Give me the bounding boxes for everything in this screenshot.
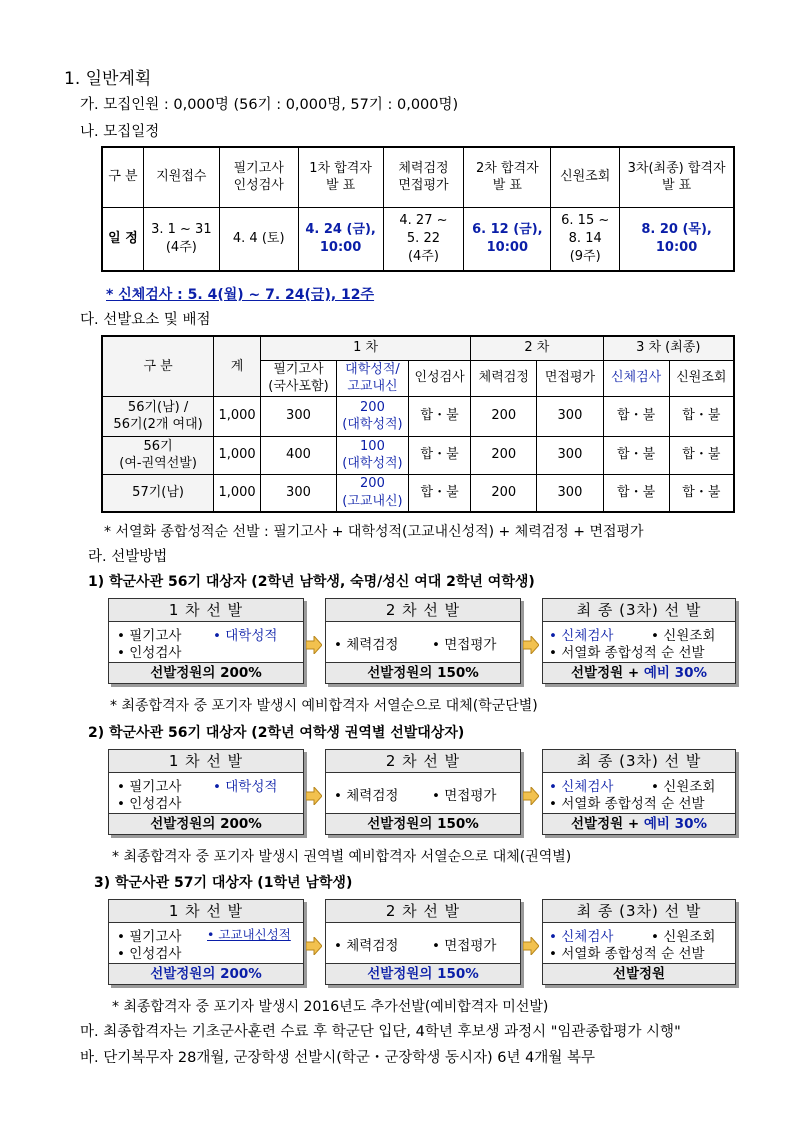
stage2-box [325, 598, 521, 684]
schedule-cell: 8. 20 (목), 10:00 [620, 207, 734, 271]
method-title: 1) 학군사관 56기 대상자 (2학년 남학생, 숙명/성신 여대 2학년 여학생) [88, 574, 535, 590]
stage2-head: 2 차 선 발 [326, 599, 520, 622]
stage1-item: • 고교내신성적 [207, 927, 291, 942]
schedule-header: 2차 합격자 발 표 [464, 147, 551, 207]
schedule-cell: 6. 12 (금), 10:00 [464, 207, 551, 271]
method-note: * 최종합격자 중 포기자 발생시 2016년도 추가선발(예비합격자 미선발) [112, 999, 549, 1015]
stage1-foot: 선발정원의 200% [109, 813, 303, 834]
stage1-head: 1 차 선 발 [109, 599, 303, 622]
scoring-header: 구 분 [102, 336, 214, 396]
scoring-subheader: 인성검사 [408, 360, 470, 396]
scoring-subheader: 대학성적/ 고교내신 [336, 360, 408, 396]
stage1-foot: 선발정원의 200% [109, 662, 303, 683]
schedule-table [101, 146, 735, 272]
scoring-heading: 다. 선발요소 및 배점 [80, 312, 211, 328]
scoring-subheader: 면접평가 [537, 360, 603, 396]
stage2-item: • 면접평가 [432, 938, 497, 954]
stage3-box [542, 749, 736, 835]
schedule-cell: 4. 24 (금), 10:00 [298, 207, 383, 271]
scoring-subheader: 필기고사 (국사포함) [260, 360, 336, 396]
stage2-item: • 체력검정 [334, 938, 399, 954]
stage2-foot: 선발정원의 150% [326, 813, 520, 834]
arrow-icon [523, 787, 539, 805]
stage1-item: • 인성검사 [117, 796, 182, 812]
method-title: 2) 학군사관 56기 대상자 (2학년 여학생 권역별 선발대상자) [88, 725, 465, 741]
stage1-head: 1 차 선 발 [109, 900, 303, 923]
method-title: 3) 학군사관 57기 대상자 (1학년 남학생) [94, 875, 353, 891]
stage3-item: • 신원조회 [651, 628, 716, 644]
stage1-item: • 인성검사 [117, 946, 182, 962]
stage2-item: • 면접평가 [432, 637, 497, 653]
scoring-table [101, 335, 735, 513]
stage3-foot: 선발정원 + 예비 30% [543, 813, 735, 834]
scoring-row: 56기 (여-권역선발) 1,000 400 100 (대학성적) 합・불 200 300 합・불 합・불 [102, 436, 734, 474]
recruit-count: 가. 모집인원 : 0,000명 (56기 : 0,000명, 57기 : 0,000명) [80, 97, 459, 113]
stage2-box [325, 899, 521, 985]
stage3-item: • 서열화 종합성적 순 선발 [549, 946, 705, 962]
method-note: * 최종합격자 중 포기자 발생시 권역별 예비합격자 서열순으로 대체(권역별) [112, 849, 572, 865]
schedule-cell: 6. 15 ~ 8. 14 (9주) [551, 207, 620, 271]
stage1-box [108, 598, 304, 684]
physical-exam-note: * 신체검사 : 5. 4(월) ~ 7. 24(금), 12주 [106, 287, 375, 303]
schedule-cell: 3. 1 ~ 31 (4주) [143, 207, 219, 271]
scoring-row: 56기(남) / 56기(2개 여대) 1,000 300 200 (대학성적) 합・불 200 300 합・불 합・불 [102, 396, 734, 436]
schedule-header: 구 분 [102, 147, 143, 207]
stage1-item: • 대학성적 [213, 779, 278, 795]
arrow-icon [306, 636, 322, 654]
scoring-subheader: 체력검정 [471, 360, 537, 396]
schedule-header: 3차(최종) 합격자 발 표 [620, 147, 734, 207]
stage2-item: • 체력검정 [334, 788, 399, 804]
stage2-box [325, 749, 521, 835]
stage3-box [542, 598, 736, 684]
stage3-item: • 신체검사 [549, 929, 614, 945]
stage2-item: • 체력검정 [334, 637, 399, 653]
stage1-head: 1 차 선 발 [109, 750, 303, 773]
scoring-header: 계 [214, 336, 261, 396]
stage2-head: 2 차 선 발 [326, 900, 520, 923]
stage3-item: • 신체검사 [549, 628, 614, 644]
arrow-icon [306, 937, 322, 955]
schedule-header: 신원조회 [551, 147, 620, 207]
stage1-box [108, 749, 304, 835]
scoring-row: 57기(남) 1,000 300 200 (고교내신) 합・불 200 300 합・불 합・불 [102, 474, 734, 512]
scoring-header: 1 차 [260, 336, 470, 360]
method-heading: 라. 선발방법 [88, 549, 168, 565]
stage1-item: • 필기고사 [117, 929, 182, 945]
arrow-icon [523, 937, 539, 955]
stage1-foot: 선발정원의 200% [109, 963, 303, 984]
item-ma: 마. 최종합격자는 기초군사훈련 수료 후 학군단 입단, 4학년 후보생 과정시 "임관종합평가 시행" [80, 1024, 681, 1040]
stage3-item: • 서열화 종합성적 순 선발 [549, 645, 705, 661]
scoring-note: * 서열화 종합성적순 선발 : 필기고사 + 대학성적(고교내신성적) + 체력검정 + 면접평가 [104, 524, 644, 540]
stage3-item: • 신원조회 [651, 779, 716, 795]
stage3-head: 최 종 (3차) 선 발 [543, 750, 735, 773]
stage3-foot: 선발정원 [543, 963, 735, 984]
scoring-subheader: 신원조회 [669, 360, 734, 396]
stage3-head: 최 종 (3차) 선 발 [543, 599, 735, 622]
stage3-item: • 신원조회 [651, 929, 716, 945]
stage2-foot: 선발정원의 150% [326, 963, 520, 984]
schedule-row-label: 일 정 [102, 207, 143, 271]
stage3-item: • 서열화 종합성적 순 선발 [549, 796, 705, 812]
stage1-item: • 필기고사 [117, 628, 182, 644]
stage2-foot: 선발정원의 150% [326, 662, 520, 683]
stage3-foot: 선발정원 + 예비 30% [543, 662, 735, 683]
schedule-cell: 4. 4 (토) [219, 207, 298, 271]
scoring-header: 2 차 [471, 336, 603, 360]
item-ba: 바. 단기복무자 28개월, 군장학생 선발시(학군・군장학생 동시자) 6년 4개월 복무 [80, 1050, 596, 1066]
stage3-box [542, 899, 736, 985]
schedule-header: 지원접수 [143, 147, 219, 207]
schedule-header: 필기고사 인성검사 [219, 147, 298, 207]
schedule-cell: 4. 27 ~ 5. 22 (4주) [383, 207, 464, 271]
stage2-head: 2 차 선 발 [326, 750, 520, 773]
stage2-item: • 면접평가 [432, 788, 497, 804]
scoring-header: 3 차 (최종) [603, 336, 734, 360]
schedule-header: 1차 합격자 발 표 [298, 147, 383, 207]
stage1-item: • 대학성적 [213, 628, 278, 644]
arrow-icon [306, 787, 322, 805]
section-title: 1. 일반계획 [64, 69, 152, 89]
stage3-head: 최 종 (3차) 선 발 [543, 900, 735, 923]
schedule-header: 체력검정 면접평가 [383, 147, 464, 207]
stage3-item: • 신체검사 [549, 779, 614, 795]
scoring-subheader: 신체검사 [603, 360, 669, 396]
stage1-box [108, 899, 304, 985]
stage1-item: • 인성검사 [117, 645, 182, 661]
arrow-icon [523, 636, 539, 654]
schedule-heading: 나. 모집일정 [80, 124, 160, 140]
stage1-item: • 필기고사 [117, 779, 182, 795]
method-note: * 최종합격자 중 포기자 발생시 예비합격자 서열순으로 대체(학군단별) [110, 698, 538, 714]
